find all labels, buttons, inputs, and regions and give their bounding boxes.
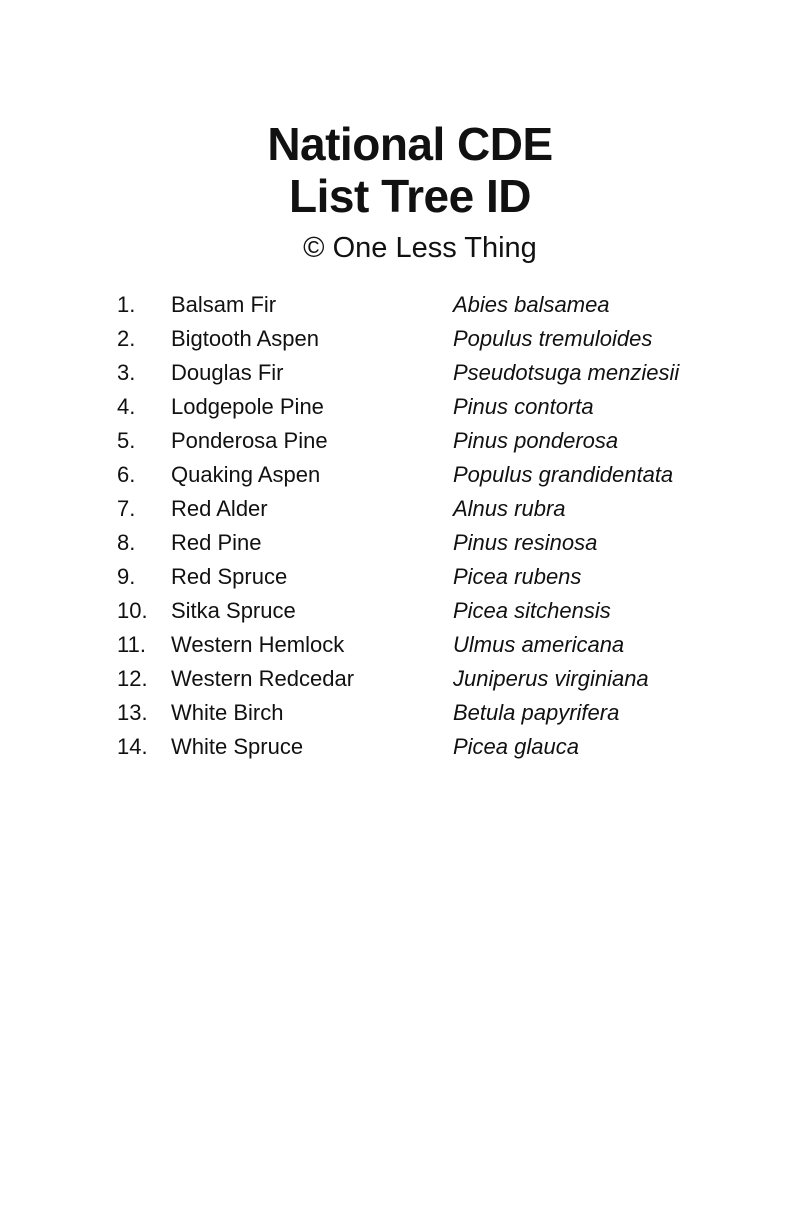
common-name: Ponderosa Pine	[171, 428, 328, 453]
list-item	[117, 696, 757, 730]
item-number: 13.	[117, 700, 148, 725]
item-number: 8.	[117, 530, 136, 555]
common-name: Western Hemlock	[171, 632, 345, 657]
scientific-name: Ulmus americana	[453, 632, 625, 657]
list-item	[117, 424, 757, 458]
list-item	[117, 390, 757, 424]
list-item	[117, 594, 757, 628]
common-name: Bigtooth Aspen	[171, 326, 320, 351]
list-item	[117, 526, 757, 560]
list-item	[117, 628, 757, 662]
scientific-name: Pinus resinosa	[453, 530, 598, 555]
common-name: Balsam Fir	[171, 292, 277, 317]
item-number: 6.	[117, 462, 136, 487]
item-number: 10.	[117, 598, 148, 623]
item-number: 12.	[117, 666, 148, 691]
common-name: White Birch	[171, 700, 284, 725]
header	[0, 118, 800, 268]
common-name: White Spruce	[171, 734, 304, 759]
item-number: 2.	[117, 326, 136, 351]
scientific-name: Picea sitchensis	[453, 598, 611, 623]
common-name: Sitka Spruce	[171, 598, 296, 623]
common-name: Quaking Aspen	[171, 462, 321, 487]
tree-list	[117, 288, 757, 764]
scientific-name: Abies balsamea	[453, 292, 610, 317]
scientific-name: Betula papyrifera	[453, 700, 620, 725]
item-number: 11.	[117, 632, 146, 657]
common-name: Douglas Fir	[171, 360, 284, 385]
list-item	[117, 356, 757, 390]
list-item	[117, 288, 757, 322]
common-name: Western Redcedar	[171, 666, 355, 691]
scientific-name: Picea glauca	[453, 734, 579, 759]
item-number: 14.	[117, 734, 148, 759]
scientific-name: Picea rubens	[453, 564, 582, 589]
common-name: Lodgepole Pine	[171, 394, 324, 419]
list-item	[117, 322, 757, 356]
list-item	[117, 492, 757, 526]
list-item	[117, 458, 757, 492]
item-number: 9.	[117, 564, 136, 589]
scientific-name: Populus tremuloides	[453, 326, 653, 351]
item-number: 3.	[117, 360, 136, 385]
scientific-name: Pinus ponderosa	[453, 428, 619, 453]
scientific-name: Juniperus virginiana	[453, 666, 649, 691]
common-name: Red Spruce	[171, 564, 288, 589]
list-item	[117, 730, 757, 764]
common-name: Red Pine	[171, 530, 262, 555]
page-title-line-2: List Tree ID	[289, 170, 531, 222]
scientific-name: Pseudotsuga menziesii	[453, 360, 680, 385]
scientific-name: Populus grandidentata	[453, 462, 674, 487]
item-number: 1.	[117, 292, 136, 317]
list-item	[117, 560, 757, 594]
scientific-name: Alnus rubra	[453, 496, 566, 521]
item-number: 4.	[117, 394, 136, 419]
item-number: 7.	[117, 496, 136, 521]
copyright-subtitle: © One Less Thing	[303, 232, 537, 264]
scientific-name: Pinus contorta	[453, 394, 594, 419]
list-item	[117, 662, 757, 696]
page-title-line-1: National CDE	[267, 118, 553, 170]
item-number: 5.	[117, 428, 136, 453]
common-name: Red Alder	[171, 496, 268, 521]
